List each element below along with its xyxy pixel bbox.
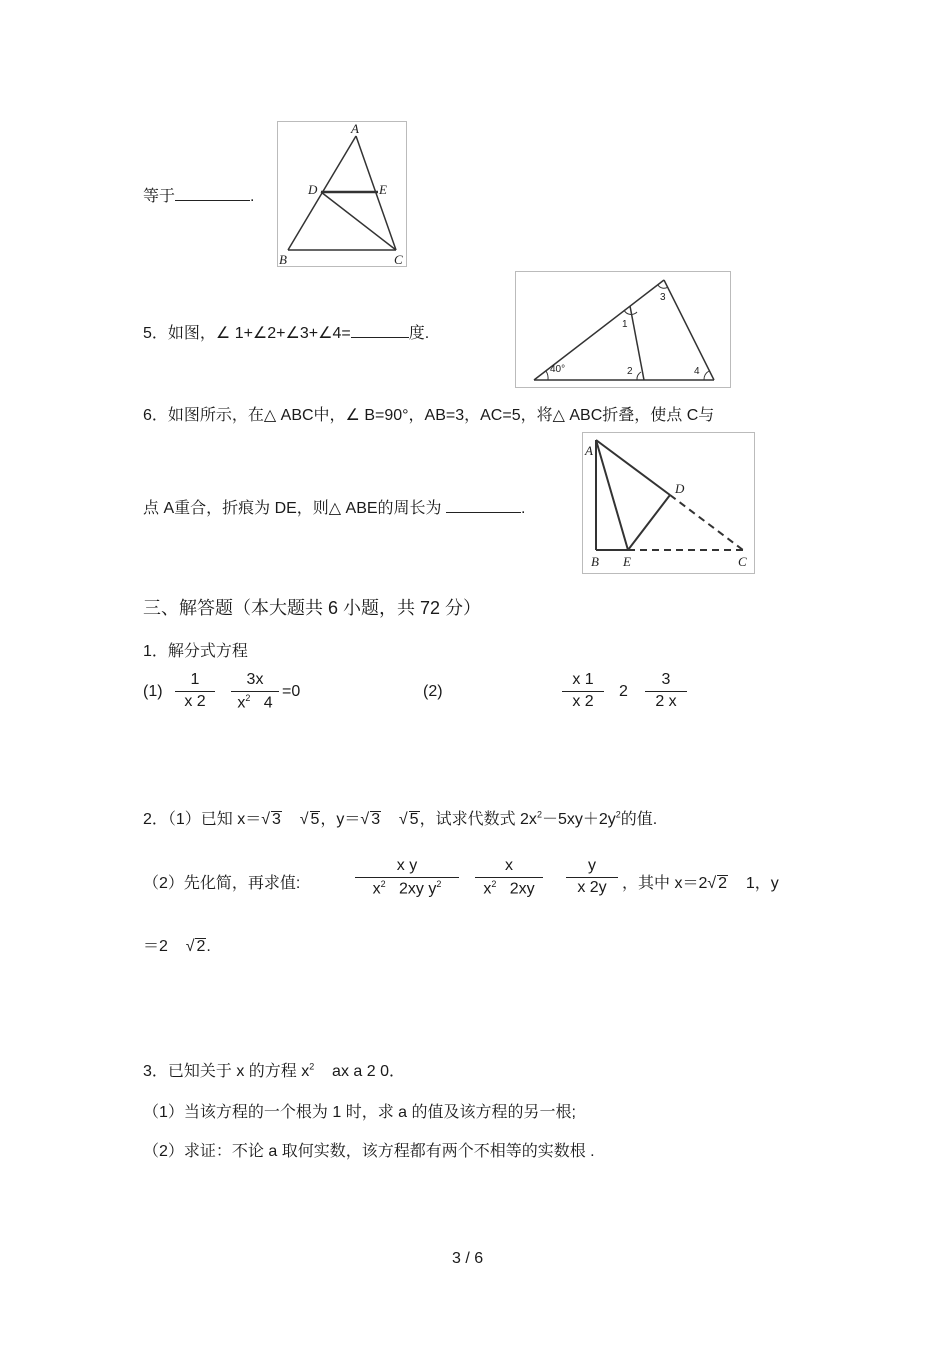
p2-l1-d: －5xy＋2y — [541, 811, 616, 828]
label-e: E — [623, 554, 631, 569]
sqrt-3: 3 — [371, 811, 381, 828]
frac-bar — [355, 877, 459, 878]
f2-den-b: 2xy — [509, 880, 535, 898]
sqrt-5: 5 — [409, 811, 419, 828]
p3-line2: （1）当该方程的一个根为 1 时，求 a 的值及该方程的另一根; — [143, 1104, 576, 1121]
eq2-mid: 2 — [619, 683, 628, 700]
angle-4-label: 4 — [694, 366, 700, 377]
sqrt-2: 2 — [196, 938, 206, 955]
frac-bar — [562, 691, 604, 692]
p2-l1-c: ，试求代数式 2x — [419, 811, 537, 828]
label-c: C — [738, 554, 747, 569]
q6-period: . — [521, 500, 526, 517]
sqrt-5: 5 — [310, 811, 320, 828]
sup: 2 — [309, 1061, 315, 1072]
eq1-frac1 — [175, 671, 215, 711]
sqrt-icon: √ — [299, 811, 309, 828]
p3-l1-b: ax a 2 0． — [332, 1063, 405, 1080]
eq2-den1: x 2 — [572, 693, 594, 710]
sqrt-icon: √ — [261, 811, 271, 828]
p2-frac1 — [355, 857, 459, 898]
p2-l1-e: 的值. — [620, 811, 658, 828]
eq1-rhs: =0 — [282, 683, 301, 700]
p2-l2-c: 1，y — [745, 875, 779, 892]
answer-blank — [351, 323, 409, 338]
q4-text: 等于 — [143, 188, 176, 205]
p2-line3: ＝2 √ 2. — [143, 938, 211, 955]
sup: 2 — [436, 879, 442, 889]
f1-den-b: 2xy y — [399, 880, 437, 898]
answer-blank — [175, 186, 250, 201]
sqrt-3: 3 — [272, 811, 281, 828]
eq2-den2: 2 x — [655, 693, 677, 710]
label-c: C — [394, 252, 403, 266]
f2-den-a: x — [483, 880, 492, 898]
sup: 2 — [536, 809, 542, 820]
q4-period: . — [250, 188, 255, 205]
f1-num: x y — [396, 857, 418, 874]
label-a: A — [585, 443, 593, 458]
p3-line1 — [143, 1058, 405, 1081]
eq2-num2: 3 — [661, 671, 671, 688]
sqrt-2: 2 — [718, 875, 728, 892]
q6-line1: 6．如图所示，在△ ABC中，∠ B=90°，AB=3，AC=5，将△ ABC折叠，使点 C与 — [143, 407, 715, 424]
sqrt-icon: √ — [398, 811, 408, 828]
q5-unit: 度. — [408, 325, 430, 342]
p3-line3: （2）求证：不论 a 取何实数，该方程都有两个不相等的实数根 . — [143, 1143, 595, 1160]
p2-l1-b: ，y＝ — [320, 811, 361, 828]
sqrt-icon: √ — [707, 875, 717, 892]
label-d: D — [675, 481, 685, 496]
frac-bar — [475, 877, 543, 878]
eq1-sup: 2 — [245, 693, 251, 703]
sqrt-icon: √ — [185, 938, 195, 955]
p1-part1-label: (1) — [143, 683, 163, 700]
f1-den-a: x — [372, 880, 381, 898]
p3-l1-a: 3．已知关于 x 的方程 x — [143, 1063, 310, 1080]
sup: 2 — [491, 879, 497, 889]
p2-l2-b: ，其中 x＝2 — [622, 875, 708, 892]
p2-l1-a: 2．（1）已知 x＝ — [143, 811, 262, 828]
eq1-frac2 — [231, 671, 279, 712]
q6-line2 — [143, 495, 525, 518]
eq1-num2: 3x — [246, 671, 264, 688]
p2-l2-a: （2）先化简，再求值: — [143, 875, 301, 892]
figure-fold — [582, 432, 755, 574]
frac-bar — [566, 877, 618, 878]
eq1-den1: x 2 — [184, 693, 206, 710]
f3-den: x 2y — [577, 879, 607, 896]
figure-triangle-de — [277, 121, 407, 267]
label-b: B — [279, 252, 287, 266]
label-e: E — [379, 182, 387, 197]
q5 — [143, 320, 429, 343]
label-d: D — [308, 182, 318, 197]
page-number: 3 / 6 — [452, 1250, 484, 1267]
sup: 2 — [615, 809, 621, 820]
eq1-den2b: 4 — [263, 694, 273, 712]
q5-text: 5．如图，∠ 1+∠2+∠3+∠4= — [143, 325, 351, 342]
figure-angles — [515, 271, 731, 388]
eq2-frac2 — [645, 671, 687, 711]
eq1-den2: x — [237, 694, 246, 712]
answer-blank — [446, 498, 521, 513]
q6-text: 点 A重合，折痕为 DE，则△ ABE的周长为 — [143, 500, 442, 517]
angle-1-label: 1 — [622, 319, 628, 330]
q4-tail — [143, 183, 254, 206]
eq2-frac1 — [562, 671, 604, 711]
label-b: B — [591, 554, 599, 569]
sqrt-icon: √ — [360, 811, 370, 828]
eq2-num1: x 1 — [572, 671, 594, 688]
label-a: A — [351, 122, 359, 136]
p2-l3-a: ＝2 — [143, 938, 168, 955]
frac-bar — [175, 691, 215, 692]
angle-3-label: 3 — [660, 292, 666, 303]
angle-40-label: 40° — [550, 364, 566, 375]
p2-frac2 — [475, 857, 543, 898]
angle-2-label: 2 — [627, 366, 633, 377]
p2-frac3 — [566, 857, 618, 897]
p2-l2-tail — [622, 870, 779, 893]
sup: 2 — [380, 879, 386, 889]
frac-bar — [645, 691, 687, 692]
f2-num: x — [505, 857, 513, 874]
f3-num: y — [588, 857, 596, 874]
frac-bar — [231, 691, 279, 692]
section-title: 三、解答题（本大题共 6 小题，共 72 分） — [143, 598, 482, 618]
eq1-num1: 1 — [190, 671, 200, 688]
p2-line1 — [143, 806, 657, 829]
p1-part2-label: (2) — [423, 683, 443, 700]
p1-title: 1．解分式方程 — [143, 643, 248, 660]
